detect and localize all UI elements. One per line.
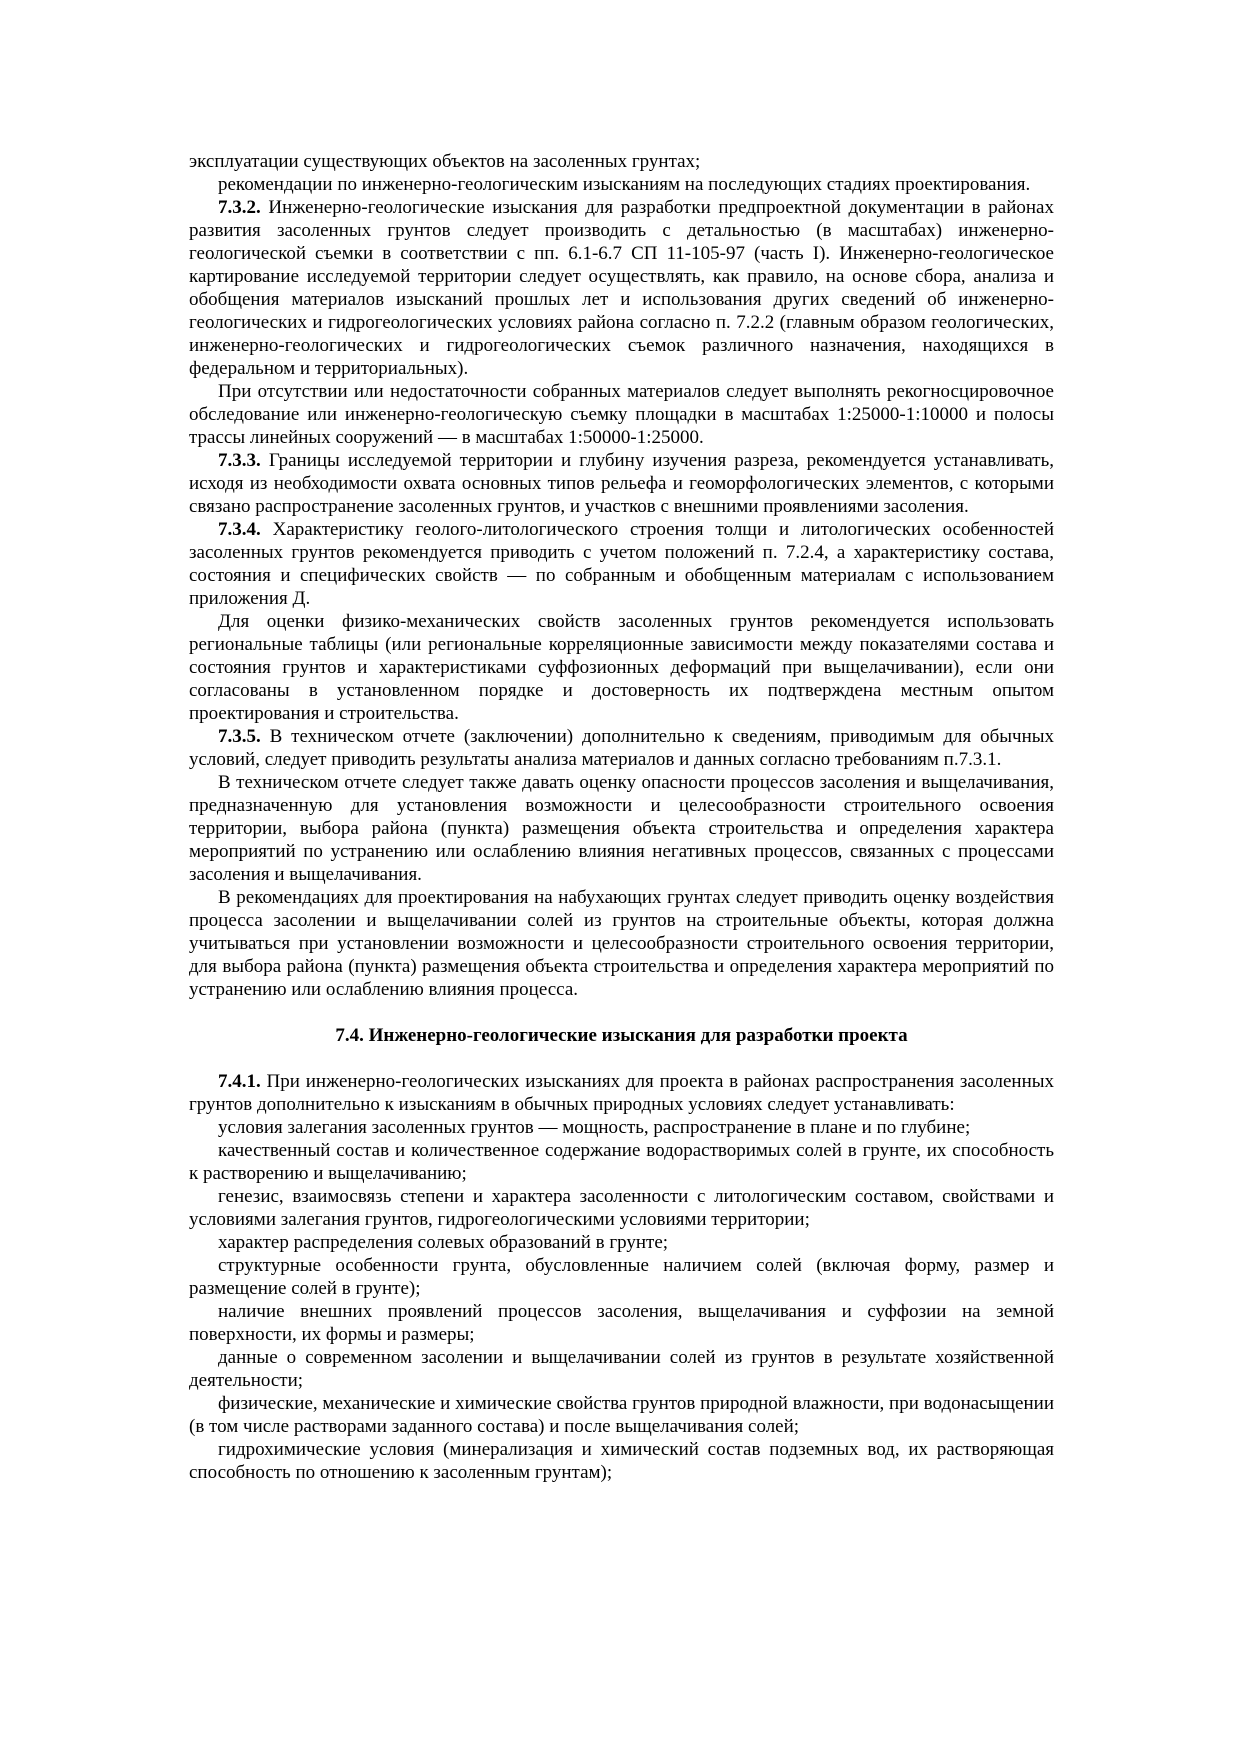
paragraph-text: рекомендации по инженерно-геологическим изысканиям на последующих стадиях проектирования. (218, 174, 1031, 195)
paragraph-text: структурные особенности грунта, обусловленные наличием солей (включая форму, размер и размещение солей в грунте); (189, 1255, 1054, 1299)
paragraph (189, 196, 1054, 380)
paragraph-text: генезис, взаимосвязь степени и характера засоленности с литологическим составом, свойствами и условиями залегания грунтов, гидрогеологическими условиями территории; (189, 1186, 1054, 1230)
paragraph (189, 449, 1054, 518)
paragraph-number: 7.3.5. (218, 726, 261, 747)
list-item (189, 1116, 1054, 1139)
paragraph-text: В рекомендациях для проектирования на набухающих грунтах следует приводить оценку воздействия процесса засолении и выщелачивании солей из грунтов на строительные объекты, которая должна учитываться при установлении возможности и целесообразности строительного освоения территории, для выбора района (пункта) размещения объекта строительства и определения характера мероприятий по устранению или ослаблению влияния процесса. (189, 887, 1054, 1000)
list-item (189, 1300, 1054, 1346)
list-item (189, 1438, 1054, 1484)
paragraph-text: В техническом отчете (заключении) дополнительно к сведениям, приводимым для обычных условий, следует приводить результаты анализа материалов и данных согласно требованиям п.7.3.1. (189, 726, 1054, 770)
list-item (189, 1231, 1054, 1254)
paragraph-text: характер распределения солевых образований в грунте; (218, 1232, 669, 1253)
paragraph-text: наличие внешних проявлений процессов засоления, выщелачивания и суффозии на земной поверхности, их формы и размеры; (189, 1301, 1054, 1345)
paragraph-text: гидрохимические условия (минерализация и химический состав подземных вод, их растворяющая способность по отношению к засоленным грунтам); (189, 1439, 1054, 1483)
paragraph-number: 7.3.3. (218, 450, 261, 471)
document-page (189, 150, 1054, 1484)
paragraph (189, 886, 1054, 1001)
paragraph-text: Характеристику геолого-литологического строения толщи и литологических особенностей засоленных грунтов рекомендуется приводить с учетом положений п. 7.2.4, а характеристику состава, состояния и специфических свойств — по собранным и обобщенным материалам с использованием приложения Д. (189, 519, 1054, 609)
paragraph-number: 7.3.4. (218, 519, 261, 540)
paragraph-text: При отсутствии или недостаточности собранных материалов следует выполнять рекогносцировочное обследование или инженерно-геологическую съемку площадки в масштабах 1:25000-1:10000 и полосы трассы линейных сооружений — в масштабах 1:50000-1:25000. (189, 381, 1054, 448)
paragraph (189, 518, 1054, 610)
paragraph (189, 173, 1054, 196)
paragraph-number: 7.4.1. (218, 1071, 261, 1092)
paragraph (189, 725, 1054, 771)
paragraph-text: При инженерно-геологических изысканиях для проекта в районах распространения засоленных грунтов дополнительно к изысканиям в обычных природных условиях следует устанавливать: (189, 1071, 1054, 1115)
paragraph-text: физические, механические и химические свойства грунтов природной влажности, при водонасыщении (в том числе растворами заданного состава) и после выщелачивания солей; (189, 1393, 1054, 1437)
paragraph-text: В техническом отчете следует также давать оценку опасности процессов засоления и выщелачивания, предназначенную для установления возможности и целесообразности строительного освоения территории, выбора района (пункта) размещения объекта строительства и определения характера мероприятий по устранению или ослаблению влияния негативных процессов, связанных с процессами засоления и выщелачивания. (189, 772, 1054, 885)
list-item (189, 1254, 1054, 1300)
list-item (189, 1392, 1054, 1438)
paragraph (189, 610, 1054, 725)
section-heading: 7.4. Инженерно-геологические изыскания для разработки проекта (335, 1025, 908, 1046)
paragraph-text: Границы исследуемой территории и глубину изучения разреза, рекомендуется устанавливать, исходя из необходимости охвата основных типов рельефа и геоморфологических элементов, с которыми связано распространение засоленных грунтов, и участков с внешними проявлениями засоления. (189, 450, 1054, 517)
list-item (189, 1139, 1054, 1185)
paragraph-text: Инженерно-геологические изыскания для разработки предпроектной документации в районах развития засоленных грунтов следует производить с детальностью (в масштабах) инженерно-геологической съемки в соответствии с пп. 6.1-6.7 СП 11-105-97 (часть I). Инженерно-геологическое картирование исследуемой территории следует осуществлять, как правило, на основе сбора, анализа и обобщения материалов изысканий прошлых лет и использования других сведений об инженерно-геологических и гидрогеологических условиях района согласно п. 7.2.2 (главным образом геологических, инженерно-геологических и гидрогеологических съемок различного назначения, находящихся в федеральном и территориальных). (189, 197, 1054, 379)
paragraph-text: эксплуатации существующих объектов на засоленных грунтах; (189, 151, 701, 172)
list-item (189, 1185, 1054, 1231)
paragraph (189, 771, 1054, 886)
paragraph-text: условия залегания засоленных грунтов — мощность, распространение в плане и по глубине; (218, 1117, 971, 1138)
paragraph (189, 1070, 1054, 1116)
paragraph (189, 150, 1054, 173)
paragraph-text: качественный состав и количественное содержание водорастворимых солей в грунте, их способность к растворению и выщелачиванию; (189, 1140, 1054, 1184)
paragraph-number: 7.3.2. (218, 197, 261, 218)
paragraph (189, 380, 1054, 449)
paragraph-text: данные о современном засолении и выщелачивании солей из грунтов в результате хозяйственной деятельности; (189, 1347, 1054, 1391)
paragraph-text: Для оценки физико-механических свойств засоленных грунтов рекомендуется использовать региональные таблицы (или региональные корреляционные зависимости между показателями состава и состояния грунтов и характеристиками суффозионных деформаций при выщелачивании), если они согласованы в установленном порядке и достоверность их подтверждена местным опытом проектирования и строительства. (189, 611, 1054, 724)
list-item (189, 1346, 1054, 1392)
